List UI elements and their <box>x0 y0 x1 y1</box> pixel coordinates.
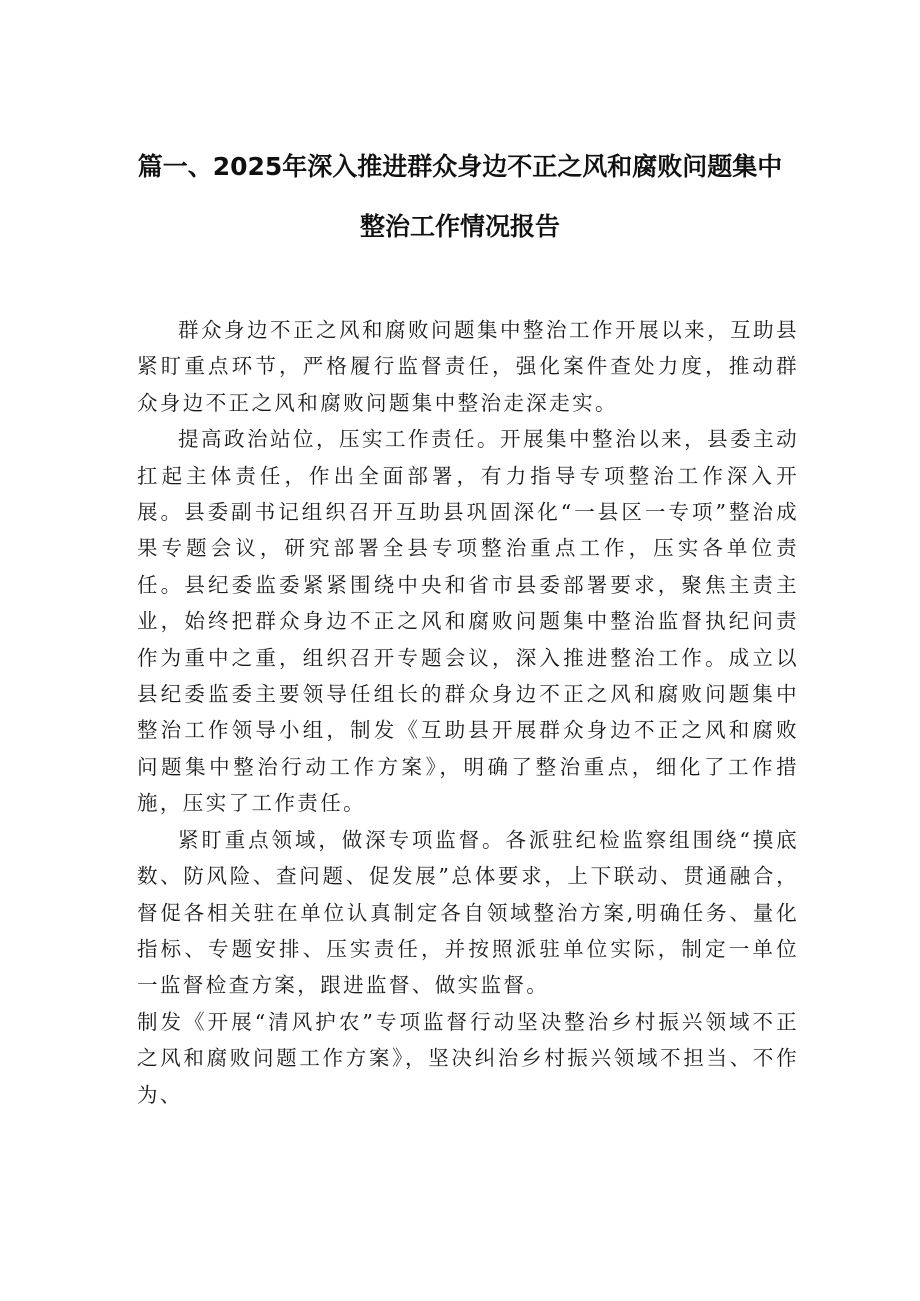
paragraph-intro: 群众身边不正之风和腐败问题集中整治工作开展以来，互助县紧盯重点环节，严格履行监督责任，强化案件查处力度，推动群众身边不正之风和腐败问题集中整治走深走实。 <box>137 318 799 415</box>
document-body <box>137 312 799 1113</box>
paragraph-rural-revitalization: 制发《开展“清风护农”专项监督行动坚决整治乡村振兴领域不正之风和腐败问题工作方案》，坚决纠治乡村振兴领域不担当、不作为、 <box>137 1009 799 1107</box>
document-title-line-2: 整治工作情况报告 <box>359 212 560 241</box>
paragraph-political-stance: 提高政治站位，压实工作责任。开展集中整治以来，县委主动扛起主体责任，作出全面部署，有力指导专项整治工作深入开展。县委副书记组织召开互助县巩固深化“一县区一专项”整治成果专题会议，研究部署全县专项整治重点工作，压实各单位责任。县纪委监委紧紧围绕中央和省市县委部署要求，聚焦主责主业，始终把群众身边不正之风和腐败问题集中整治监督执纪问责作为重中之重，组织召开专题会议，深入推进整治工作。成立以县纪委监委主要领导任组长的群众身边不正之风和腐败问题集中整治工作领导小组，制发《互助县开展群众身边不正之风和腐败问题集中整治行动工作方案》，明确了整治重点，细化了工作措施，压实了工作责任。 <box>137 427 799 816</box>
document-title-line-1: 篇一、2025年深入推进群众身边不正之风和腐败问题集中 <box>137 152 783 181</box>
paragraph-key-areas: 紧盯重点领域，做深专项监督。各派驻纪检监察组围绕“摸底数、防风险、查问题、促发展”总体要求，上下联动、贯通融合，督促各相关驻在单位认真制定各自领域整治方案,明确任务、量化指标、专题安排、压实责任，并按照派驻单位实际，制定一单位一监督检查方案，跟进监督、做实监督。 <box>137 827 799 998</box>
